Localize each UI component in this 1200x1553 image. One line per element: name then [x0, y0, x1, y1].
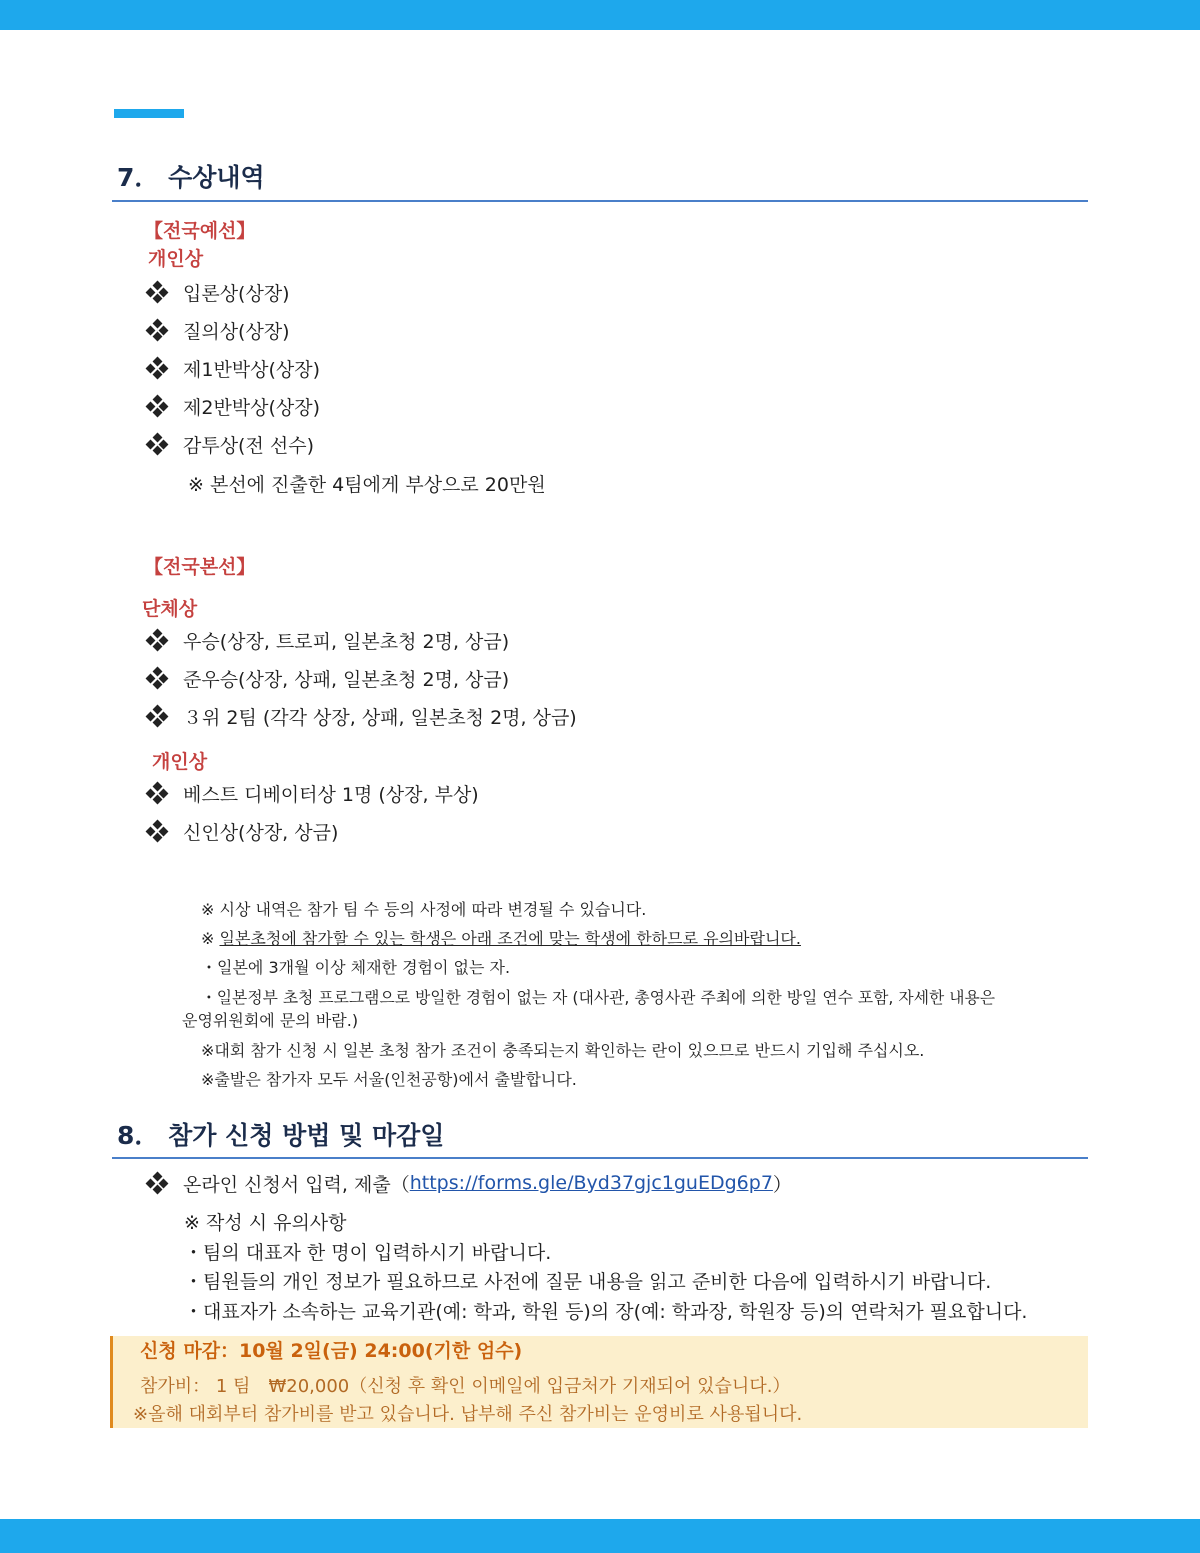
caution-title: ※ 작성 시 유의사항: [184, 1212, 347, 1234]
final-individual-label: 개인상: [152, 751, 208, 773]
online-application-item: 온라인 신청서 입력, 제출（ https://forms.gle/Byd37gjc1guEDg6p7 ）: [147, 1170, 792, 1196]
diamond-bullet-icon: [147, 396, 167, 416]
note-line: ※출발은 참가자 모두 서울(인천공항)에서 출발합니다.: [201, 1070, 577, 1089]
diamond-bullet-icon: [147, 434, 167, 454]
list-item: 입론상(상장): [147, 279, 290, 305]
deadline-text: 신청 마감：10월 2일(금) 24:00(기한 엄수): [140, 1340, 523, 1362]
list-item: 제2반박상(상장): [147, 393, 320, 419]
note-line-underlined: ※ 일본초청에 참가할 수 있는 학생은 아래 조건에 맞는 학생에 한하므로 유의바랍니다.: [201, 929, 801, 948]
application-form-link[interactable]: https://forms.gle/Byd37gjc1guEDg6p7: [409, 1172, 773, 1194]
note-line: ・일본에 3개월 이상 체재한 경험이 없는 자.: [201, 958, 511, 977]
list-item: 질의상(상장): [147, 317, 290, 343]
diamond-bullet-icon: [147, 821, 167, 841]
list-item: 감투상(전 선수): [147, 431, 314, 457]
note-line: ・일본정부 초청 프로그램으로 방일한 경험이 없는 자 (대사관, 총영사관 주최에 의한 방일 연수 포함, 자세한 내용은: [201, 988, 996, 1007]
note-line: 운영위원회에 문의 바람.): [182, 1011, 359, 1030]
caution-line: ・팀원들의 개인 정보가 필요하므로 사전에 질문 내용을 읽고 준비한 다음에 입력하시기 바랍니다.: [184, 1271, 992, 1293]
accent-bar: [114, 109, 184, 118]
list-item: 신인상(상장, 상금): [147, 818, 338, 844]
diamond-bullet-icon: [147, 1173, 167, 1193]
section-7-rule: [112, 200, 1088, 202]
diamond-bullet-icon: [147, 783, 167, 803]
diamond-bullet-icon: [147, 706, 167, 726]
caution-line: ・대표자가 소속하는 교육기관(예: 학과, 학원 등)의 장(예: 학과장, 학원장 등)의 연락처가 필요합니다.: [184, 1301, 1028, 1323]
final-header: 【전국본선】: [144, 556, 256, 578]
note-line: ※ 시상 내역은 참가 팀 수 등의 사정에 따라 변경될 수 있습니다.: [201, 900, 647, 919]
list-item: ３위 2팀 (각각 상장, 상패, 일본초청 2명, 상금): [147, 703, 577, 729]
section-8-rule: [112, 1157, 1088, 1159]
list-item: 준우승(상장, 상패, 일본초청 2명, 상금): [147, 665, 509, 691]
list-item: 베스트 디베이터상 1명 (상장, 부상): [147, 780, 479, 806]
diamond-bullet-icon: [147, 320, 167, 340]
prelim-note: ※ 본선에 진출한 4팀에게 부상으로 20만원: [188, 474, 546, 496]
diamond-bullet-icon: [147, 668, 167, 688]
prelim-header: 【전국예선】: [144, 220, 256, 242]
note-line: ※대회 참가 신청 시 일본 초청 참가 조건이 충족되는지 확인하는 란이 있으므로 반드시 기입해 주십시오.: [201, 1041, 925, 1060]
prelim-individual-label: 개인상: [148, 248, 204, 270]
diamond-bullet-icon: [147, 358, 167, 378]
list-item: 우승(상장, 트로피, 일본초청 2명, 상금): [147, 627, 509, 653]
list-item: 제1반박상(상장): [147, 355, 320, 381]
fee-text: 참가비： 1 팀 ₩20,000（신청 후 확인 이메일에 입금처가 기재되어 있습니다.）: [140, 1376, 791, 1397]
top-color-bar: [0, 0, 1200, 30]
final-team-label: 단체상: [142, 598, 198, 620]
fee-note: ※올해 대회부터 참가비를 받고 있습니다. 납부해 주신 참가비는 운영비로 사용됩니다.: [133, 1404, 803, 1425]
caution-line: ・팀의 대표자 한 명이 입력하시기 바랍니다.: [184, 1242, 552, 1264]
diamond-bullet-icon: [147, 282, 167, 302]
section-7-title: 7． 수상내역: [117, 163, 265, 192]
diamond-bullet-icon: [147, 630, 167, 650]
bottom-color-bar: [0, 1519, 1200, 1553]
section-8-title: 8． 참가 신청 방법 및 마감일: [117, 1121, 445, 1150]
